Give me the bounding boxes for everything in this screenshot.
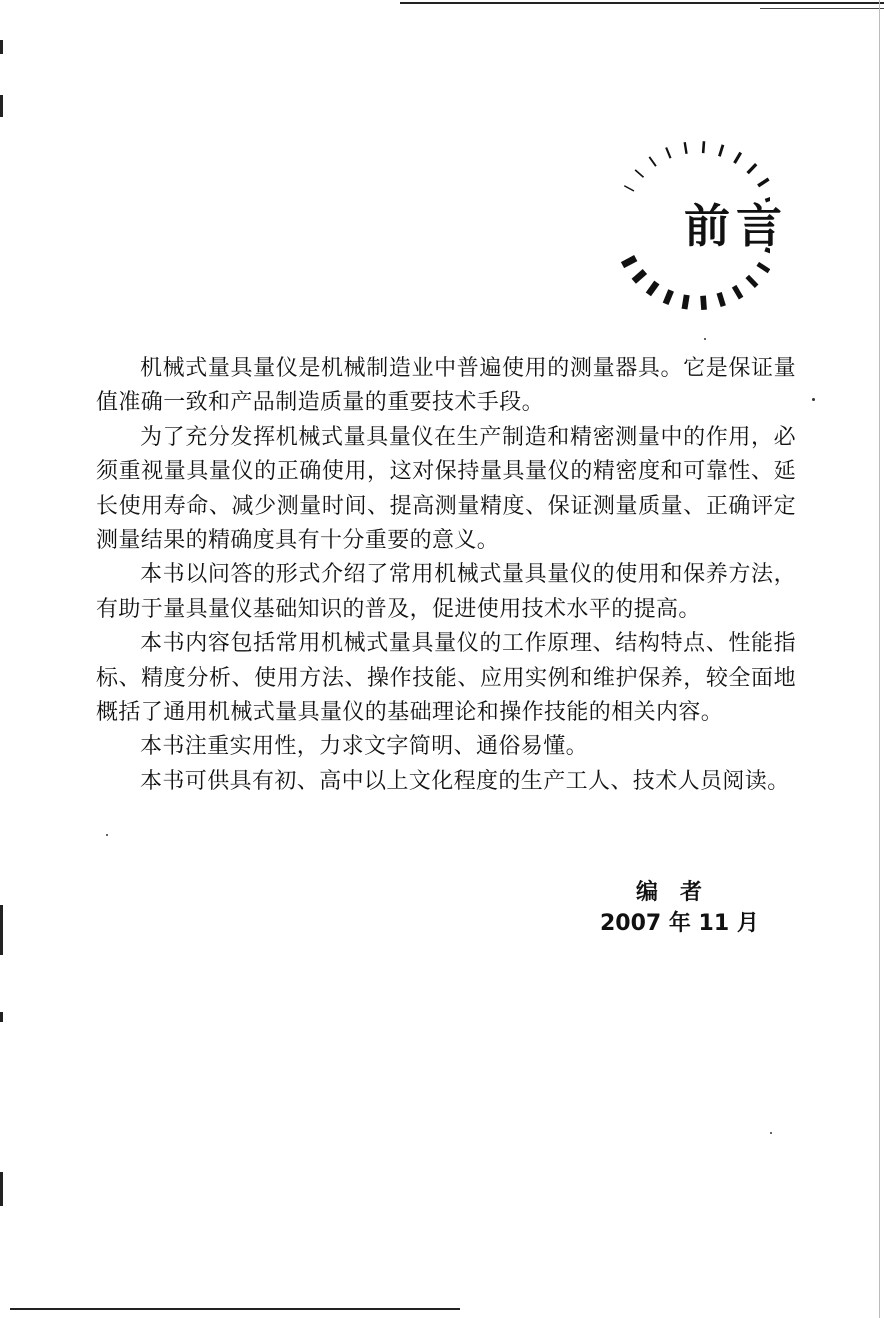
- ornament-tick: [757, 178, 769, 188]
- paragraph: 本书内容包括常用机械式量具量仪的工作原理、结构特点、性能指标、精度分析、使用方法、操作技能、应用实例和维护保养，较全面地概括了通用机械式量具量仪的基础理论和操作技能的相关内容。: [96, 631, 796, 726]
- ornament-tick: [682, 294, 690, 309]
- scan-left-mark: [0, 1172, 3, 1206]
- ornament-tick: [700, 296, 707, 311]
- ornament-tick: [718, 144, 724, 156]
- signature-author: 编者: [636, 880, 725, 905]
- ornament-tick: [624, 185, 634, 191]
- scan-speck: [106, 834, 108, 836]
- ornament-tick: [745, 275, 758, 288]
- ornament-tick: [632, 269, 648, 284]
- ornament-tick: [635, 169, 644, 178]
- paragraph: 机械式量具量仪是机械制造业中普遍使用的测量器具。它是保证量值准确一致和产品制造质量的重要技术手段。: [96, 356, 796, 416]
- scan-left-mark: [0, 905, 3, 955]
- ornament-tick: [663, 289, 674, 305]
- ornament-tick: [621, 255, 637, 268]
- page-title: 前言: [684, 199, 788, 253]
- scan-speck: [812, 398, 815, 401]
- scan-left-mark: [0, 95, 3, 117]
- scan-left-mark: [0, 40, 3, 54]
- scan-top-rule-secondary: [760, 8, 884, 9]
- ornament-tick: [665, 147, 671, 158]
- ornament-tick: [702, 141, 705, 153]
- scan-left-mark: [0, 1012, 3, 1022]
- ornament-tick: [649, 156, 657, 166]
- ornament-tick: [746, 163, 757, 174]
- scan-speck: [770, 1132, 772, 1134]
- signature-date: 2007 年 11 月: [600, 911, 759, 936]
- ornament-tick: [717, 292, 726, 307]
- scan-top-rule: [400, 2, 884, 4]
- scan-right-edge: [879, 0, 880, 1318]
- preface-body: [96, 352, 796, 799]
- paragraph: 为了充分发挥机械式量具量仪在生产制造和精密测量中的作用，必须重视量具量仪的正确使用，这对保持量具量仪的精密度和可靠性、延长使用寿命、减少测量时间、提高测量精度、保证测量质量、正确评定测量结果的精确度具有十分重要的意义。: [96, 424, 796, 554]
- paragraph: 本书以问答的形式介绍了常用机械式量具量仪的使用和保养方法，有助于量具量仪基础知识的普及，促进使用技术水平的提高。: [96, 562, 796, 622]
- ornament-tick: [733, 152, 742, 164]
- ornament-tick: [646, 281, 660, 297]
- paragraph: 本书注重实用性，力求文字简明、通俗易懂。: [140, 734, 589, 760]
- scan-bottom-rule: [10, 1308, 460, 1310]
- ornament-tick: [732, 285, 744, 300]
- ornament-tick: [684, 142, 688, 154]
- scan-speck: [704, 338, 706, 340]
- paragraph: 本书可供具有初、高中以上文化程度的生产工人、技术人员阅读。: [140, 768, 790, 794]
- ornament-tick: [756, 262, 770, 273]
